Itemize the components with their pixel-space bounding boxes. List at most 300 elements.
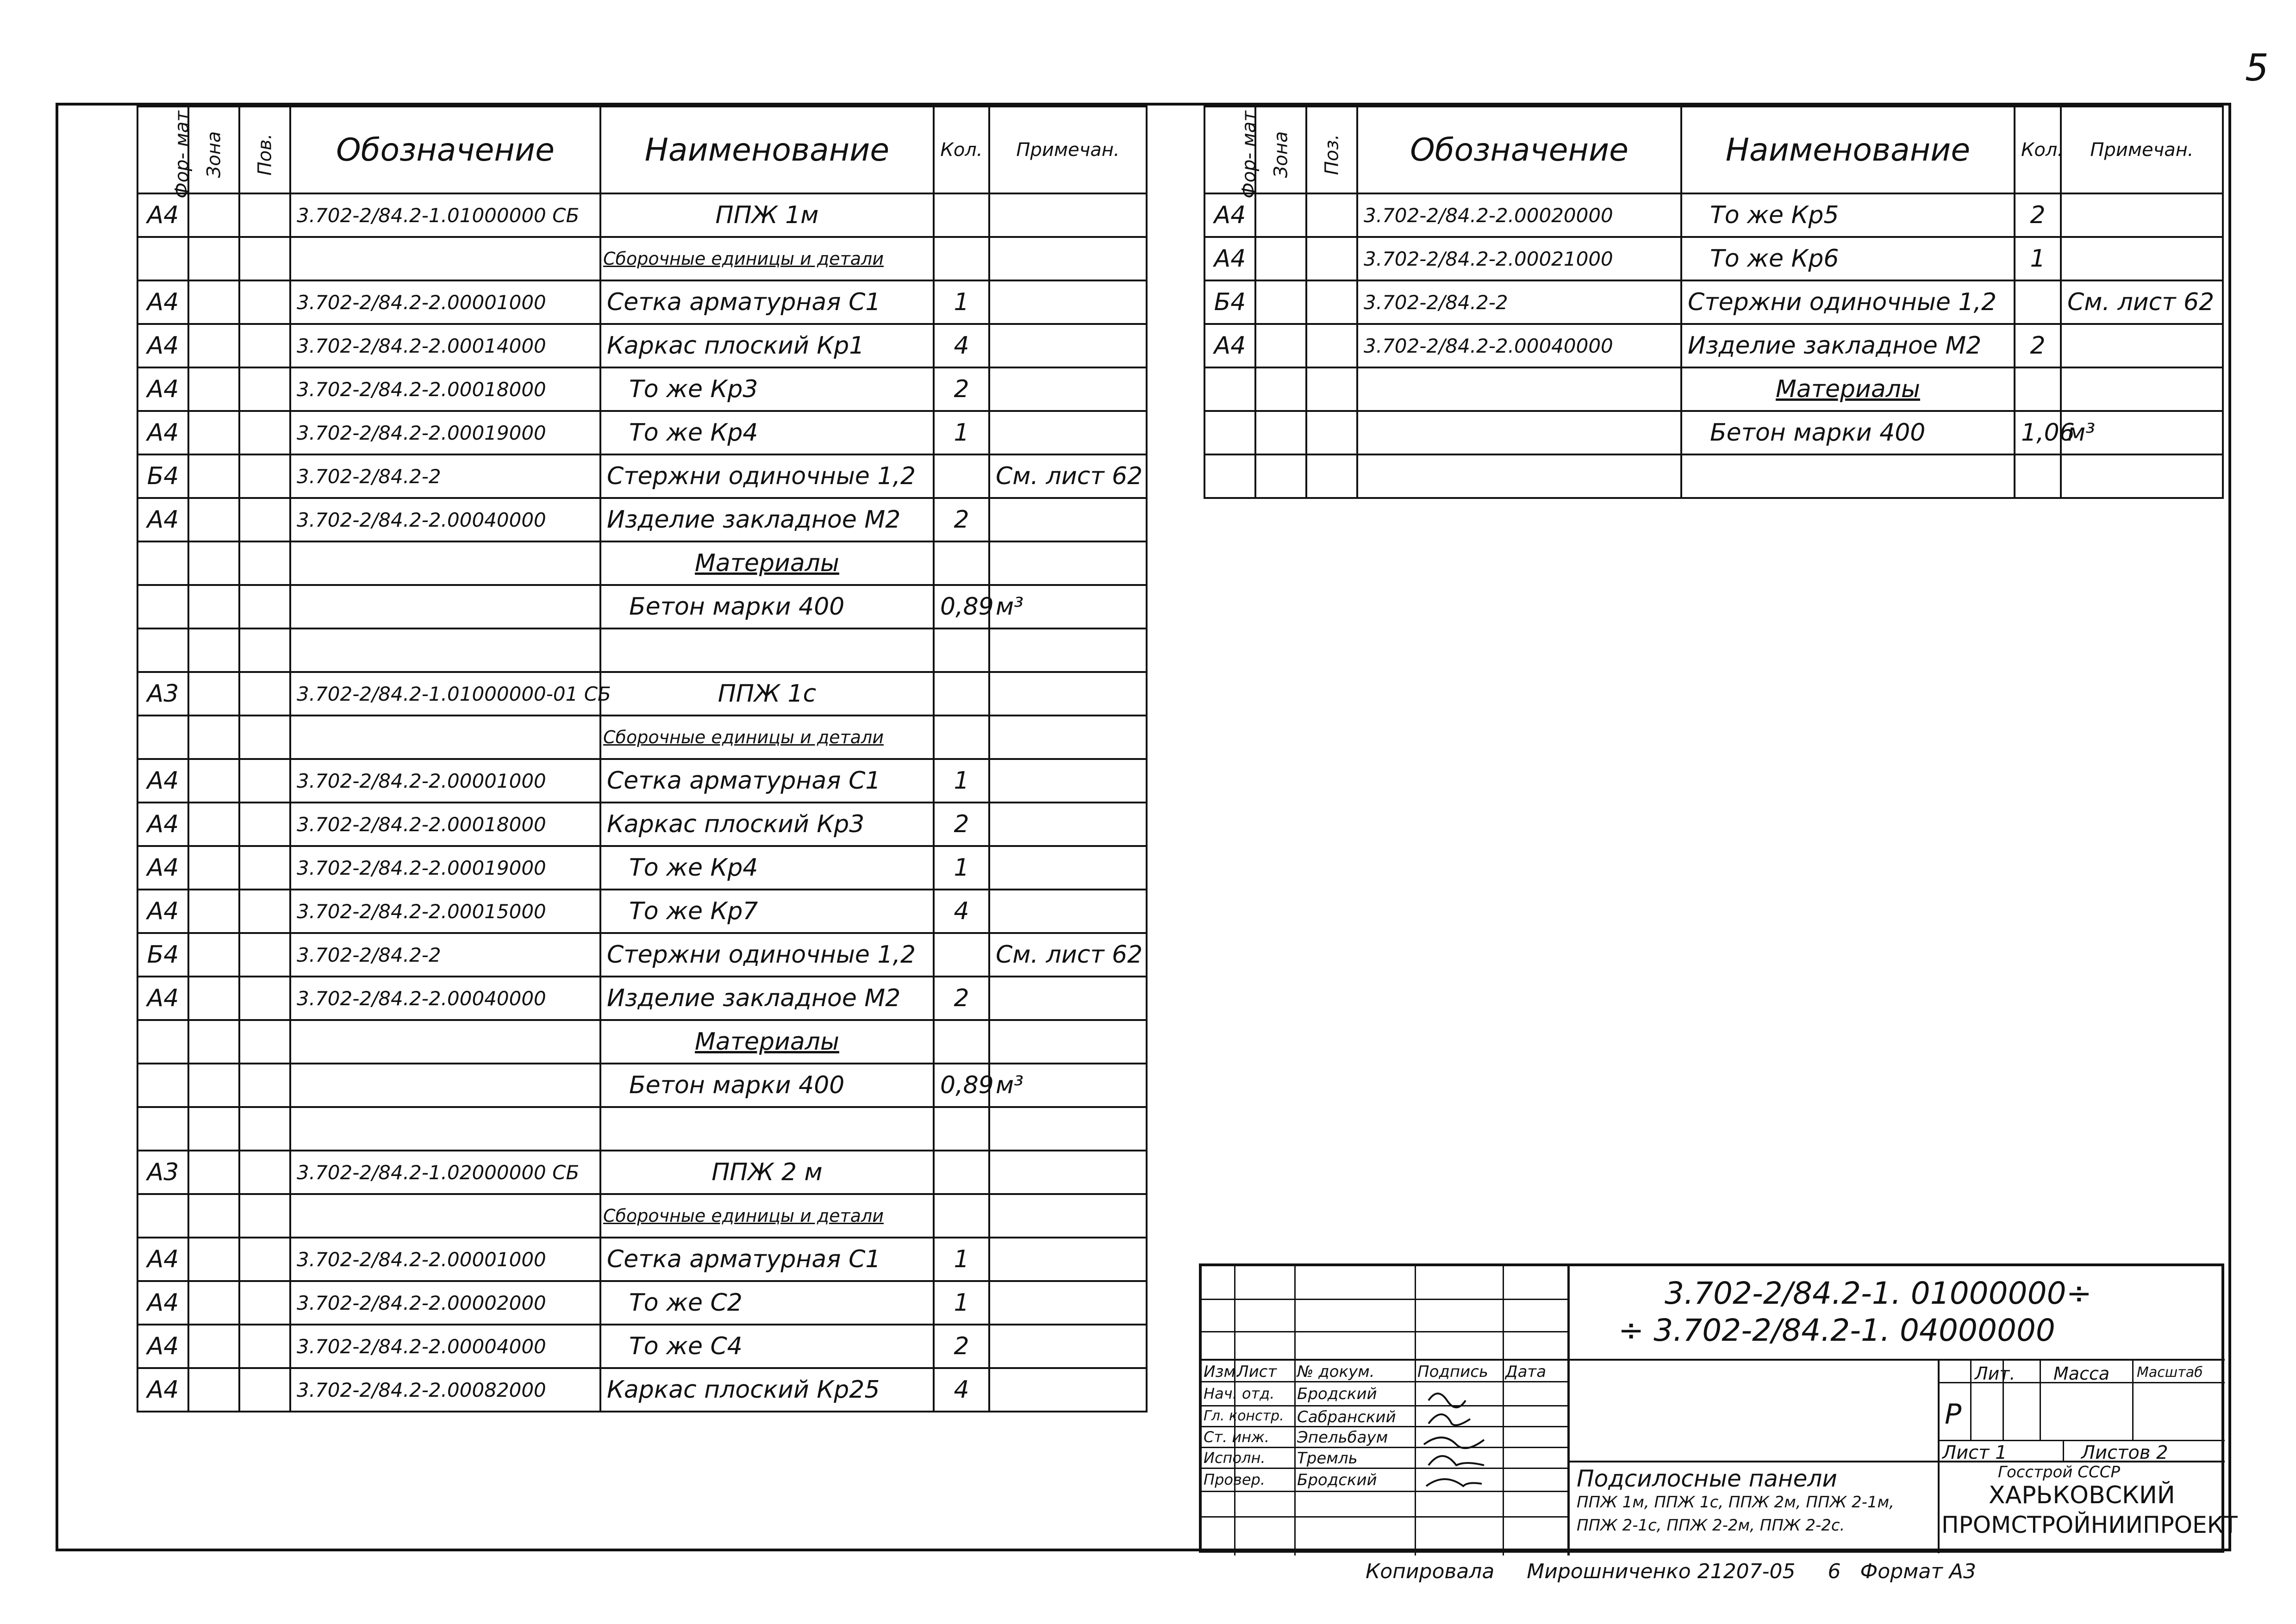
cell-format: А4 [1204,193,1255,237]
cell-name: Бетон марки 400 [600,1064,934,1107]
cell-qty: 4 [934,890,989,933]
drawing-title-2: ППЖ 1м, ППЖ 1с, ППЖ 2м, ППЖ 2-1м, [1577,1493,1894,1512]
table-row [137,454,1147,498]
cell-position [239,1238,290,1281]
cell-position [239,541,290,585]
cell-qty [934,193,989,237]
cell-note [989,367,1147,411]
cell-designation [290,541,600,585]
footer-copier: Мирошниченко [1527,1560,1691,1583]
cell-position [239,1281,290,1325]
role-executor: Исполн. [1204,1449,1266,1467]
cell-note [989,672,1147,716]
cell-position [239,759,290,803]
cell-position [1306,454,1357,498]
cell-note [989,324,1147,367]
cell-qty [934,628,989,672]
cell-format: А4 [137,1368,188,1412]
cell-qty: 0,89 [934,585,989,628]
drawing-title-1: Подсилосные панели [1577,1465,1837,1492]
cell-name: Бетон марки 400 [600,585,934,628]
cell-zone [1255,237,1306,280]
header-position: Пов. [239,106,290,193]
table-row [137,280,1147,324]
cell-name: Сборочные единицы и детали [600,1194,934,1238]
cell-qty [934,1194,989,1238]
cell-note [989,628,1147,672]
cell-note [989,1368,1147,1412]
cell-position [239,1151,290,1194]
cell-name: То же Кр6 [1681,237,2015,280]
cell-designation [290,237,600,280]
cell-qty [2015,454,2061,498]
cell-designation [290,1107,600,1151]
cell-designation: 3.702-2/84.2-2.00002000 [290,1281,600,1325]
footer-sheet: 6 [1828,1560,1841,1583]
cell-position [239,977,290,1020]
cell-name [600,1107,934,1151]
cell-note [989,977,1147,1020]
table-row [1204,367,2223,411]
cell-position [239,585,290,628]
cell-note [2061,193,2223,237]
table-row [137,1194,1147,1238]
cell-note [989,1238,1147,1281]
header-row [137,106,1147,193]
cell-zone [1255,367,1306,411]
header-note: Примечан. [2061,106,2223,193]
cell-name: ППЖ 2 м [600,1151,934,1194]
role-senior-engineer: Ст. инж. [1204,1428,1270,1446]
table-row [137,672,1147,716]
cell-name: Бетон марки 400 [1681,411,2015,454]
cell-qty [934,454,989,498]
table-row [1204,411,2223,454]
cell-position [239,498,290,541]
cell-note [989,890,1147,933]
cell-zone [188,1020,239,1064]
cell-qty: 0,89 [934,1064,989,1107]
cell-name: Изделие закладное М2 [600,498,934,541]
cell-name: То же Кр5 [1681,193,2015,237]
cell-zone [188,846,239,890]
table-row [137,367,1147,411]
header-qty: Кол. [934,106,989,193]
cell-name: То же С4 [600,1325,934,1368]
cell-qty: 2 [934,803,989,846]
cell-designation: 3.702-2/84.2-2.00019000 [290,411,600,454]
cell-position [239,1107,290,1151]
cell-designation [290,1020,600,1064]
table-row [137,977,1147,1020]
cell-zone [188,367,239,411]
cell-designation: 3.702-2/84.2-2.00040000 [290,498,600,541]
cell-zone [1255,454,1306,498]
cell-qty [934,1151,989,1194]
cell-format: А4 [137,324,188,367]
table-row [137,1238,1147,1281]
col-header-signature: Подпись [1417,1363,1488,1381]
cell-position [1306,367,1357,411]
cell-name: ППЖ 1с [600,672,934,716]
cell-name [600,628,934,672]
page-number: 5 [2245,46,2269,89]
header-name: Наименование [600,106,934,193]
footer-doc-no: 21207-05 [1697,1560,1796,1583]
org-line-2: ХАРЬКОВСКИЙ [1989,1481,2175,1509]
cell-note [989,1020,1147,1064]
cell-qty: 1 [2015,237,2061,280]
cell-qty [934,933,989,977]
cell-designation: 3.702-2/84.2-2.00001000 [290,280,600,324]
cell-format: А3 [137,672,188,716]
role-chief-designer: Гл. констр. [1204,1408,1284,1424]
cell-qty [934,1107,989,1151]
table-row [137,1325,1147,1368]
cell-qty: 1 [934,846,989,890]
cell-zone [188,498,239,541]
cell-format [137,1194,188,1238]
table-row [137,1064,1147,1107]
cell-note [989,1107,1147,1151]
cell-note [989,1325,1147,1368]
cell-zone [188,324,239,367]
table-row [137,237,1147,280]
cell-format: А4 [137,1325,188,1368]
sheet-label: Лист 1 [1942,1442,2007,1463]
cell-format: А4 [137,890,188,933]
cell-qty: 1 [934,280,989,324]
header-position: Поз. [1306,106,1357,193]
cell-position [239,1194,290,1238]
cell-qty [934,541,989,585]
drawing-title-3: ППЖ 2-1с, ППЖ 2-2м, ППЖ 2-2с. [1577,1516,1845,1535]
table-row [137,1151,1147,1194]
org-line-1: Госстрой СССР [1998,1463,2120,1481]
cell-name: Материалы [1681,367,2015,411]
document-code-1: 3.702-2/84.2-1. 01000000÷ [1665,1276,2092,1311]
cell-position [239,193,290,237]
cell-designation: 3.702-2/84.2-2 [290,933,600,977]
cell-zone [188,1194,239,1238]
table-row [137,541,1147,585]
cell-zone [188,672,239,716]
cell-format: А3 [137,1151,188,1194]
cell-designation [290,1194,600,1238]
table-row [1204,280,2223,324]
cell-format [137,541,188,585]
cell-note [2061,454,2223,498]
cell-zone [188,890,239,933]
cell-format: А4 [137,1238,188,1281]
cell-designation: 3.702-2/84.2-1.01000000 СБ [290,193,600,237]
cell-position [239,803,290,846]
cell-note [989,193,1147,237]
spec-table-right [1204,106,2224,499]
name-head-dept: Бродский [1297,1385,1377,1403]
cell-note: м³ [989,585,1147,628]
cell-name: То же Кр4 [600,846,934,890]
cell-designation: 3.702-2/84.2-2.00020000 [1357,193,1681,237]
cell-position [1306,193,1357,237]
cell-zone [188,803,239,846]
cell-format [1204,454,1255,498]
cell-zone [188,628,239,672]
name-chief-designer: Сабранский [1297,1408,1396,1426]
table-row [137,193,1147,237]
cell-qty [934,716,989,759]
cell-qty [934,1020,989,1064]
cell-position [239,628,290,672]
cell-name: Изделие закладное М2 [600,977,934,1020]
cell-format [1204,367,1255,411]
cell-format [137,716,188,759]
title-block [1199,1263,2238,1553]
cell-format: А4 [137,367,188,411]
cell-format: А4 [1204,324,1255,367]
name-senior-engineer: Эпельбаум [1297,1428,1388,1447]
cell-zone [188,716,239,759]
cell-format: А4 [137,193,188,237]
header-note: Примечан. [989,106,1147,193]
sheets-label: Листов 2 [2081,1442,2168,1463]
table-row [137,759,1147,803]
cell-name: То же С2 [600,1281,934,1325]
table-row [137,1281,1147,1325]
cell-format [137,1064,188,1107]
cell-note [989,803,1147,846]
cell-position [239,237,290,280]
cell-qty [2015,367,2061,411]
cell-name [1681,454,2015,498]
cell-format [137,1020,188,1064]
cell-designation [290,716,600,759]
cell-zone [1255,193,1306,237]
cell-zone [188,1281,239,1325]
cell-note [989,759,1147,803]
cell-qty: 2 [934,367,989,411]
table-row [137,890,1147,933]
cell-position [239,846,290,890]
role-checker: Провер. [1204,1471,1265,1488]
cell-qty [2015,280,2061,324]
cell-position [239,1325,290,1368]
cell-format: Б4 [137,933,188,977]
cell-position [239,280,290,324]
table-row [137,933,1147,977]
cell-designation: 3.702-2/84.2-2.00040000 [1357,324,1681,367]
cell-zone [188,193,239,237]
role-head-dept: Нач. отд. [1204,1385,1275,1402]
cell-note [989,1281,1147,1325]
cell-designation: 3.702-2/84.2-1.02000000 СБ [290,1151,600,1194]
header-row [1204,106,2223,193]
cell-designation: 3.702-2/84.2-2.00014000 [290,324,600,367]
cell-qty: 1,06 [2015,411,2061,454]
cell-note [2061,367,2223,411]
cell-name: Стержни одиночные 1,2 [1681,280,2015,324]
header-designation: Обозначение [290,106,600,193]
cell-position [239,890,290,933]
cell-designation: 3.702-2/84.2-2.00018000 [290,803,600,846]
cell-position [1306,280,1357,324]
cell-format [137,1107,188,1151]
cell-format: А4 [137,977,188,1020]
table-row [1204,193,2223,237]
cell-note: См. лист 62 [2061,280,2223,324]
header-qty: Кол. [2015,106,2061,193]
cell-note [989,1151,1147,1194]
cell-qty: 2 [934,498,989,541]
cell-name: То же Кр3 [600,367,934,411]
table-row [137,846,1147,890]
table-row [1204,324,2223,367]
cell-note [989,280,1147,324]
footer-copied: Копировала [1366,1560,1495,1583]
table-row [137,1107,1147,1151]
cell-designation: 3.702-2/84.2-2.00001000 [290,759,600,803]
cell-designation [290,1064,600,1107]
cell-name: Каркас плоский Кр3 [600,803,934,846]
cell-name: Каркас плоский Кр25 [600,1368,934,1412]
cell-qty: 2 [2015,324,2061,367]
cell-name: ППЖ 1м [600,193,934,237]
cell-name: Сетка арматурная С1 [600,1238,934,1281]
cell-note [989,846,1147,890]
cell-note [989,716,1147,759]
header-name: Наименование [1681,106,2015,193]
cell-designation: 3.702-2/84.2-2.00019000 [290,846,600,890]
cell-zone [188,1325,239,1368]
header-zone: Зона [188,106,239,193]
cell-position [239,324,290,367]
cell-qty: 1 [934,759,989,803]
cell-qty: 1 [934,1238,989,1281]
cell-note: м³ [2061,411,2223,454]
cell-zone [188,585,239,628]
table-row [137,411,1147,454]
table-row [137,498,1147,541]
cell-qty: 4 [934,324,989,367]
cell-note: м³ [989,1064,1147,1107]
cell-note [2061,324,2223,367]
spec-body-right [1204,193,2223,498]
cell-position [239,1020,290,1064]
cell-designation: 3.702-2/84.2-2.00018000 [290,367,600,411]
cell-position [239,1064,290,1107]
cell-note: См. лист 62 [989,454,1147,498]
col-header-change: Изм. [1204,1363,1241,1381]
cell-zone [1255,411,1306,454]
cell-position [1306,411,1357,454]
name-checker: Бродский [1297,1471,1377,1489]
cell-designation: 3.702-2/84.2-2.00082000 [290,1368,600,1412]
cell-qty: 2 [2015,193,2061,237]
header-zone: Зона [1255,106,1306,193]
cell-name: Сетка арматурная С1 [600,280,934,324]
cell-format [137,628,188,672]
cell-zone [188,1368,239,1412]
cell-position [239,716,290,759]
table-row [137,628,1147,672]
table-row [137,585,1147,628]
cell-zone [188,759,239,803]
cell-zone [188,1107,239,1151]
table-row [137,324,1147,367]
cell-qty: 2 [934,1325,989,1368]
cell-qty [934,237,989,280]
lit-label: Лит. [1975,1363,2015,1384]
cell-name: Материалы [600,1020,934,1064]
table-row [137,716,1147,759]
col-header-sheet: Лист [1237,1363,1277,1381]
cell-format: Б4 [1204,280,1255,324]
cell-qty [934,672,989,716]
cell-name: Стержни одиночные 1,2 [600,933,934,977]
org-line-3: ПРОМСТРОЙНИИПРОЕКТ [1941,1512,2238,1538]
header-format: Фор- мат [1204,106,1255,193]
table-row [1204,237,2223,280]
col-header-docno: № докум. [1297,1363,1375,1381]
cell-designation: 3.702-2/84.2-2.00040000 [290,977,600,1020]
cell-zone [188,977,239,1020]
cell-note [989,237,1147,280]
cell-zone [188,933,239,977]
footer-copy-note [1366,1560,1976,1583]
cell-zone [188,454,239,498]
cell-format: А4 [1204,237,1255,280]
cell-note [2061,237,2223,280]
cell-name: То же Кр4 [600,411,934,454]
cell-designation: 3.702-2/84.2-1.01000000-01 СБ [290,672,600,716]
cell-designation [1357,411,1681,454]
cell-position [1306,324,1357,367]
cell-format: А4 [137,280,188,324]
cell-designation: 3.702-2/84.2-2 [1357,280,1681,324]
cell-zone [188,237,239,280]
cell-note [989,498,1147,541]
table-row [137,1020,1147,1064]
cell-name: Каркас плоский Кр1 [600,324,934,367]
cell-note: См. лист 62 [989,933,1147,977]
cell-zone [1255,324,1306,367]
cell-designation: 3.702-2/84.2-2.00015000 [290,890,600,933]
cell-format: А4 [137,803,188,846]
cell-format: Б4 [137,454,188,498]
cell-qty: 2 [934,977,989,1020]
footer-format: Формат А3 [1860,1560,1977,1583]
cell-name: Сборочные единицы и детали [600,237,934,280]
cell-format [137,237,188,280]
cell-qty: 1 [934,1281,989,1325]
cell-qty: 1 [934,411,989,454]
table-row [137,1368,1147,1412]
cell-zone [188,1151,239,1194]
document-code-2: ÷ 3.702-2/84.2-1. 04000000 [1618,1313,2055,1348]
signatures [1419,1382,1498,1493]
cell-note [989,541,1147,585]
cell-position [239,672,290,716]
cell-designation: 3.702-2/84.2-2.00021000 [1357,237,1681,280]
cell-designation [290,585,600,628]
cell-format: А4 [137,1281,188,1325]
cell-zone [188,541,239,585]
cell-position [239,1368,290,1412]
cell-format: А4 [137,498,188,541]
table-row [137,803,1147,846]
cell-position [1306,237,1357,280]
lit-value: Р [1945,1398,1962,1431]
